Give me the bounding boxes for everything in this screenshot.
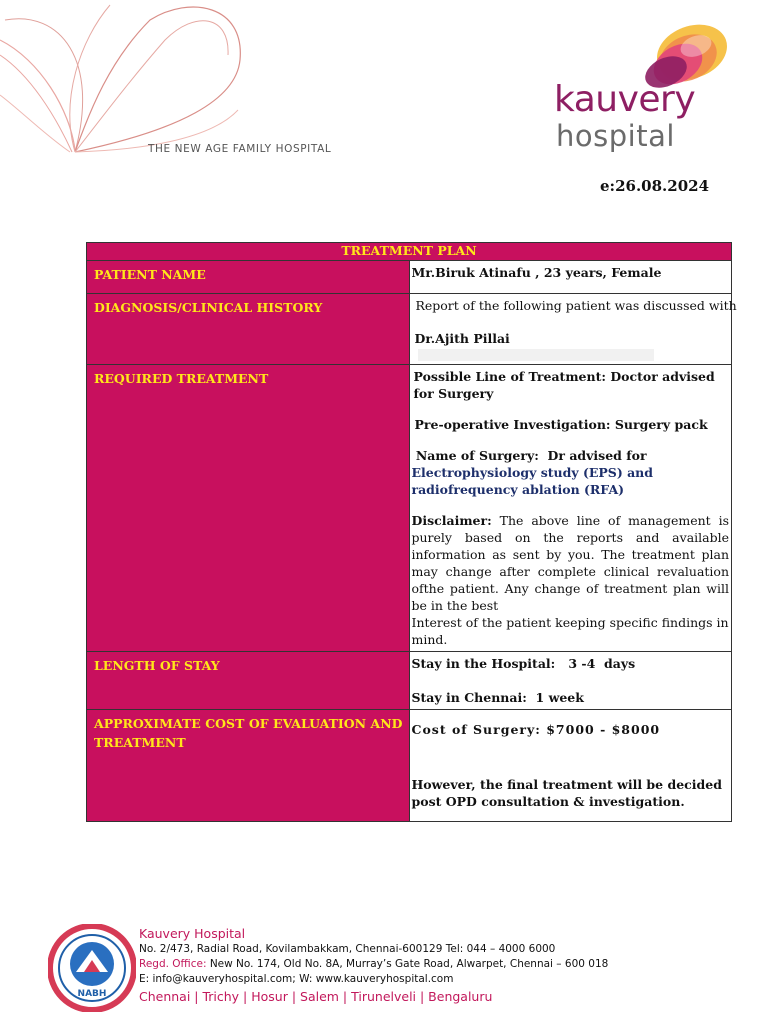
- diagnosis-row: [87, 294, 732, 365]
- patient-name-value: Mr.Biruk Atinafu , 23 years, Female: [409, 261, 732, 294]
- diagnosis-label: DIAGNOSIS/CLINICAL HISTORY: [87, 294, 410, 365]
- logo-word-kauvery: kauvery: [554, 79, 696, 120]
- hospital-tagline: THE NEW AGE FAMILY HOSPITAL: [148, 143, 332, 155]
- nabh-badge-text: NABH: [77, 989, 107, 999]
- cost-row: [87, 710, 732, 822]
- footer-cities: Chennai | Trichy | Hosur | Salem | Tirunelveli | Bengaluru: [139, 989, 493, 1004]
- preop-investigation: Pre-operative Investigation: Surgery pack: [414, 417, 708, 432]
- diagnosis-line: Report of the following patient was discussed with: [411, 298, 737, 313]
- footer-contact: E: info@kauveryhospital.com; W: www.kauveryhospital.com: [139, 973, 454, 985]
- stay-hospital: Stay in the Hospital: 3 -4 days: [411, 656, 636, 671]
- stay-chennai: Stay in Chennai: 1 week: [411, 690, 584, 705]
- diagnosis-doctor: Dr.Ajith Pillai: [414, 331, 510, 346]
- line-of-treatment: Possible Line of Treatment: Doctor advised for Surgery: [413, 369, 715, 401]
- surgery-procedure: Electrophysiology study (EPS) and radiofrequency ablation (RFA): [411, 465, 654, 497]
- diagnosis-value: [409, 294, 737, 365]
- disclaimer-last-line: Interest of the patient keeping specific findings in mind.: [411, 615, 729, 647]
- footer-address: No. 2/473, Radial Road, Kovilambakkam, Chennai-600129 Tel: 044 – 4000 6000: [139, 943, 556, 955]
- table-title-row: [87, 243, 732, 261]
- surgery-name: [412, 447, 730, 498]
- length-of-stay-row: [87, 652, 732, 710]
- treatment-plan-table: [86, 242, 737, 822]
- logo-word-hospital: hospital: [556, 119, 675, 153]
- cost-label: APPROXIMATE COST OF EVALUATION AND TREATMENT: [87, 710, 410, 822]
- footer-regd-label: Regd. Office:: [139, 958, 207, 970]
- cost-of-surgery: Cost of Surgery: $7000 - $8000: [411, 722, 661, 737]
- footer-hospital-name: Kauvery Hospital: [139, 926, 246, 941]
- length-of-stay-value: [409, 652, 732, 710]
- patient-name-row: [87, 261, 732, 294]
- redacted-bar: [418, 349, 654, 361]
- table-title: TREATMENT PLAN: [87, 243, 732, 261]
- required-treatment-row: [87, 365, 732, 652]
- disclaimer-text: The above line of management is purely based on the reports and available information as sent by you. The treatment plan may change after complete clinical revaluation ofthe patient. Any change of treatment plan will be in the best: [411, 513, 729, 613]
- footer-regd-office: [139, 957, 739, 972]
- required-treatment-label: REQUIRED TREATMENT: [87, 365, 410, 652]
- patient-name-label: PATIENT NAME: [87, 261, 410, 294]
- footer-address-block: [139, 925, 739, 1005]
- disclaimer: [412, 512, 730, 614]
- nabh-accreditation-badge: [48, 924, 136, 1012]
- length-of-stay-label: LENGTH OF STAY: [87, 652, 410, 710]
- footer-regd-address: New No. 174, Old No. 8A, Murray’s Gate Road, Alwarpet, Chennai – 600 018: [206, 958, 609, 970]
- surgery-prefix: Name of Surgery: Dr advised for: [411, 448, 651, 463]
- cost-value: [409, 710, 732, 822]
- document-date: e:26.08.2024: [600, 177, 710, 195]
- disclaimer-label: Disclaimer:: [411, 513, 492, 528]
- required-treatment-value: [409, 365, 732, 652]
- cost-note: However, the final treatment will be decided post OPD consultation & investigation.: [411, 777, 722, 809]
